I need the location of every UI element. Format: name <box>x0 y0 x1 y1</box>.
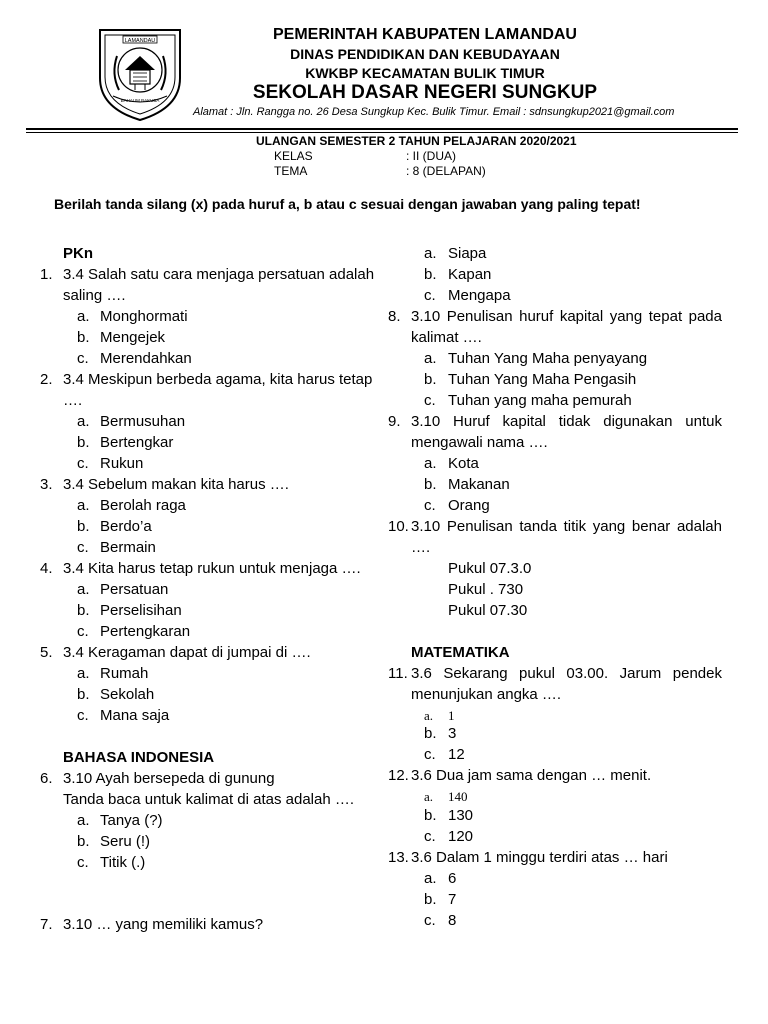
option-text: 8 <box>448 912 457 929</box>
option-letter: c. <box>77 623 89 640</box>
header-rule-thin <box>26 132 738 133</box>
crest-icon <box>95 26 185 122</box>
option-letter: c. <box>77 854 89 871</box>
question-text: 3.6 Sekarang pukul 03.00. Jarum pendek menunjukan angka …. <box>411 665 722 703</box>
exam-title: ULANGAN SEMESTER 2 TAHUN PELAJARAN 2020/2021 <box>256 134 577 148</box>
header-school-name: SEKOLAH DASAR NEGERI SUNGKUP <box>252 82 598 103</box>
section-matematika: MATEMATIKA <box>411 644 510 661</box>
option-text: 7 <box>448 891 457 908</box>
header-rule-thick <box>26 128 738 130</box>
option-text: Bermain <box>100 539 156 556</box>
question-text: 3.4 Sebelum makan kita harus …. <box>63 476 289 493</box>
option-text: 140 <box>448 789 468 804</box>
option-text: Monghormati <box>100 308 188 325</box>
option-text: Tuhan yang maha pemurah <box>448 392 632 409</box>
option-letter: c. <box>424 746 436 763</box>
question-text: 3.10 Ayah bersepeda di gunung <box>63 770 275 787</box>
kelas-value: : II (DUA) <box>406 149 456 163</box>
option-text: Tuhan Yang Maha penyayang <box>448 350 648 367</box>
question-text: 3.10 Penulisan tanda titik yang benar adalah …. <box>411 518 722 556</box>
option-letter: a. <box>77 812 90 829</box>
option-letter: b. <box>77 329 90 346</box>
option-letter: c. <box>77 539 89 556</box>
question-number: 9. <box>388 413 401 430</box>
option-text: 3 <box>448 725 457 742</box>
option-letter: c. <box>424 287 436 304</box>
question-text: 3.4 Salah satu cara menjaga persatuan adalah saling …. <box>63 266 375 304</box>
option-text: Bertengkar <box>100 434 174 451</box>
option-letter: b. <box>77 602 90 619</box>
logo-motto: BAHAUM BAKUBA <box>120 98 160 103</box>
option-text: Bermusuhan <box>100 413 186 430</box>
option-letter: b. <box>424 891 437 908</box>
option-text: 130 <box>448 807 474 824</box>
option-text: Tuhan Yang Maha Pengasih <box>448 371 637 388</box>
option-text: Pertengkaran <box>100 623 191 640</box>
question-number: 13. <box>388 849 409 866</box>
option-letter: b. <box>424 371 437 388</box>
option-letter: a. <box>77 665 90 682</box>
option-letter: a. <box>424 789 434 804</box>
school-logo <box>95 26 185 122</box>
option-text: Siapa <box>448 245 487 262</box>
option-letter: b. <box>424 725 437 742</box>
question-text: 3.6 Dalam 1 minggu terdiri atas … hari <box>411 849 668 866</box>
question-number: 11. <box>388 665 408 682</box>
option-text: Sekolah <box>100 686 155 703</box>
question-number: 7. <box>40 916 53 933</box>
option-letter: a. <box>77 413 90 430</box>
tema-value: : 8 (DELAPAN) <box>406 164 486 178</box>
kelas-label: KELAS <box>274 149 313 163</box>
question-number: 12. <box>388 767 409 784</box>
section-pkn: PKn <box>63 245 93 262</box>
instruction: Berilah tanda silang (x) pada huruf a, b atau c sesuai dengan jawaban yang paling tepat! <box>54 196 641 212</box>
option-text: Titik (.) <box>100 854 146 871</box>
question-text: 3.10 Huruf kapital tidak digunakan untuk mengawali nama …. <box>411 413 722 451</box>
option-text: 6 <box>448 870 457 887</box>
question-text: 3.10 Penulisan huruf kapital yang tepat pada kalimat …. <box>411 308 722 346</box>
option-letter: b. <box>424 807 437 824</box>
question-text: 3.4 Meskipun berbeda agama, kita harus tetap …. <box>63 371 373 409</box>
header-address: Alamat : Jln. Rangga no. 26 Desa Sungkup Kec. Bulik Timur. Email : sdnsungkup2021@gmail.com <box>193 106 675 118</box>
question-text: 3.6 Dua jam sama dengan … menit. <box>411 767 652 784</box>
question-text: 3.10 … yang memiliki kamus? <box>63 916 264 933</box>
option-text: Pukul 07.3.0 <box>448 560 532 577</box>
option-letter: b. <box>77 686 90 703</box>
question-number: 3. <box>40 476 53 493</box>
option-letter: c. <box>424 912 436 929</box>
option-letter: c. <box>424 392 436 409</box>
question-number: 4. <box>40 560 53 577</box>
logo-text: LAMANDAU <box>124 38 156 44</box>
question-number: 5. <box>40 644 53 661</box>
option-text: Kota <box>448 455 479 472</box>
option-letter: c. <box>424 828 436 845</box>
header-government: PEMERINTAH KABUPATEN LAMANDAU <box>273 26 577 43</box>
question-number: 6. <box>40 770 53 787</box>
option-letter: a. <box>424 245 437 262</box>
question-text-continued: Tanda baca untuk kalimat di atas adalah …. <box>63 791 355 808</box>
option-text: Rukun <box>100 455 144 472</box>
option-letter: c. <box>424 497 436 514</box>
option-letter: a. <box>77 581 90 598</box>
option-letter: b. <box>77 833 90 850</box>
question-text: 3.4 Keragaman dapat di jumpai di …. <box>63 644 311 661</box>
option-text: Mana saja <box>100 707 170 724</box>
option-text: Makanan <box>448 476 510 493</box>
option-letter: c. <box>77 350 89 367</box>
option-text: 12 <box>448 746 465 763</box>
option-text: Rumah <box>100 665 149 682</box>
option-text: Mengapa <box>448 287 511 304</box>
option-text: Merendahkan <box>100 350 192 367</box>
tema-label: TEMA <box>274 164 308 178</box>
option-text: Pukul 07.30 <box>448 602 528 619</box>
header-department: DINAS PENDIDIKAN DAN KEBUDAYAAN <box>290 46 560 62</box>
option-text: Seru (!) <box>100 833 151 850</box>
option-letter: b. <box>424 476 437 493</box>
option-letter: a. <box>424 870 437 887</box>
option-letter: a. <box>77 497 90 514</box>
header-district: KWKBP KECAMATAN BULIK TIMUR <box>305 65 545 81</box>
option-text: Orang <box>448 497 490 514</box>
option-letter: b. <box>77 434 90 451</box>
option-text: Berolah raga <box>100 497 186 514</box>
option-text: 1 <box>448 708 455 723</box>
option-letter: c. <box>77 707 89 724</box>
section-bahasa-indonesia: BAHASA INDONESIA <box>63 749 215 766</box>
option-text: Persatuan <box>100 581 169 598</box>
option-letter: a. <box>424 708 434 723</box>
option-letter: c. <box>77 455 89 472</box>
question-number: 10. <box>388 518 409 535</box>
question-text: 3.4 Kita harus tetap rukun untuk menjaga …. <box>63 560 361 577</box>
option-letter: a. <box>424 455 437 472</box>
question-number: 8. <box>388 308 401 325</box>
option-text: Kapan <box>448 266 492 283</box>
question-number: 2. <box>40 371 53 388</box>
option-text: 120 <box>448 828 474 845</box>
option-text: Tanya (?) <box>100 812 163 829</box>
option-text: Perselisihan <box>100 602 182 619</box>
option-letter: b. <box>77 518 90 535</box>
option-text: Berdo’a <box>100 518 152 535</box>
option-letter: b. <box>424 266 437 283</box>
option-letter: a. <box>77 308 90 325</box>
option-text: Pukul . 730 <box>448 581 524 598</box>
option-letter: a. <box>424 350 437 367</box>
option-text: Mengejek <box>100 329 166 346</box>
question-number: 1. <box>40 266 53 283</box>
